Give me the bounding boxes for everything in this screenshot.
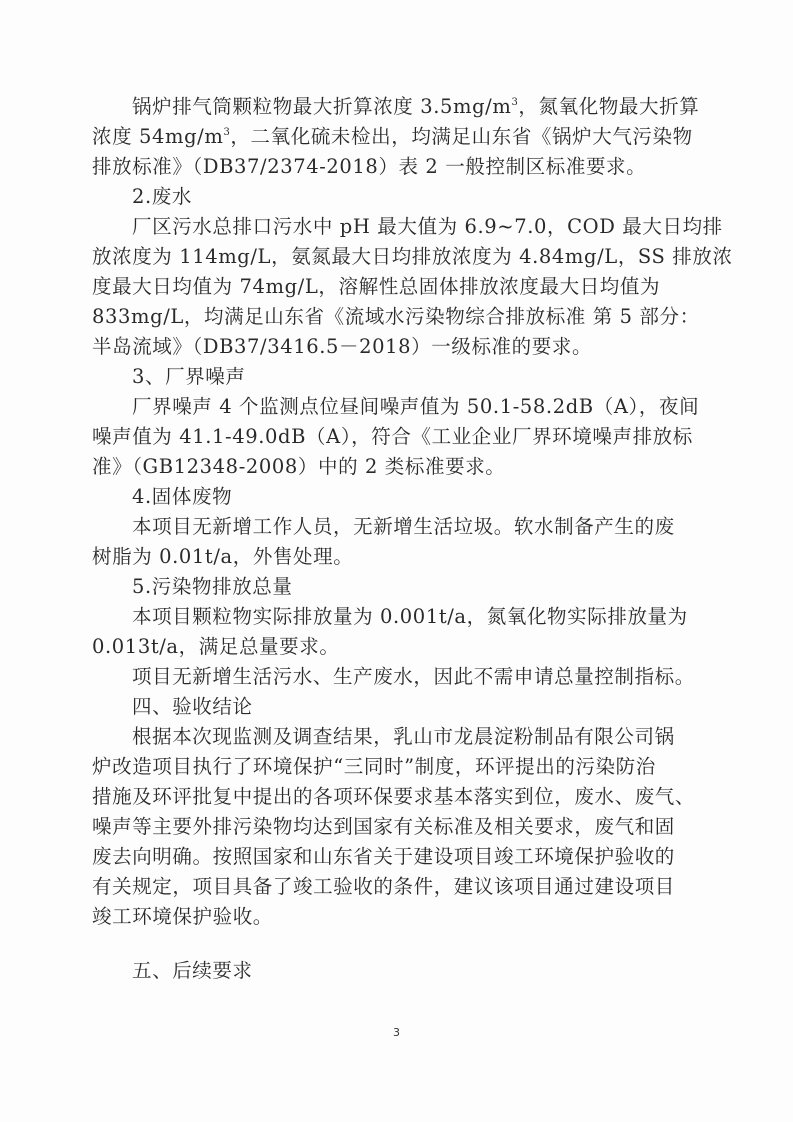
section-heading-noise: 3、厂界噪声 <box>132 365 246 388</box>
paragraph-line: 噪声值为 41.1-49.0dB（A），符合《工业企业厂界环境噪声排放标 <box>92 425 693 448</box>
paragraph-line: 0.013t/a，满足总量要求。 <box>92 635 340 658</box>
page-body <box>92 92 733 986</box>
paragraph-line: 竣工环境保护验收。 <box>92 905 273 928</box>
superscript: 3 <box>511 97 519 108</box>
section-heading-total-emissions: 5.污染物排放总量 <box>132 575 293 598</box>
paragraph-line: 准》（GB12348-2008）中的 2 类标准要求。 <box>92 455 506 478</box>
superscript: 3 <box>223 127 231 138</box>
paragraph-line: 半岛流域》（DB37/3416.5－2018）一级标准的要求。 <box>92 335 593 358</box>
paragraph-line: 废去向明确。按照国家和山东省关于建设项目竣工环境保护验收的 <box>92 845 675 868</box>
paragraph-line: 措施及环评批复中提出的各项环保要求基本落实到位，废水、废气、 <box>92 785 696 808</box>
section-heading-conclusion: 四、验收结论 <box>132 695 253 718</box>
paragraph-line: 树脂为 0.01t/a，外售处理。 <box>92 545 354 568</box>
paragraph-line: 本项目颗粒物实际排放量为 0.001t/a，氮氧化物实际排放量为 <box>132 605 688 628</box>
paragraph-line: 排放标准》（DB37/2374-2018）表 2 一般控制区标准要求。 <box>92 155 647 178</box>
section-heading-solid-waste: 4.固体废物 <box>132 485 233 508</box>
paragraph-line: 炉改造项目执行了环境保护“三同时”制度，环评提出的污染防治 <box>92 755 656 778</box>
text-span: ，氮氧化物最大折算 <box>518 95 700 118</box>
paragraph-line: 噪声等主要外排污染物均达到国家有关标准及相关要求，废气和固 <box>92 815 675 838</box>
text-span: 锅炉排气筒颗粒物最大折算浓度 3.5mg/m <box>132 95 512 118</box>
text-span: 浓度 54mg/m <box>92 125 224 148</box>
paragraph-line: 项目无新增生活污水、生产废水，因此不需申请总量控制指标。 <box>132 665 695 688</box>
section-heading-follow-up: 五、后续要求 <box>132 959 253 982</box>
paragraph-line: 厂界噪声 4 个监测点位昼间噪声值为 50.1-58.2dB（A），夜间 <box>132 395 700 418</box>
paragraph-line: 有关规定，项目具备了竣工验收的条件，建议该项目通过建设项目 <box>92 875 675 898</box>
paragraph-line: 度最大日均值为 74mg/L，溶解性总固体排放浓度最大日均值为 <box>92 275 661 298</box>
section-heading-wastewater: 2.废水 <box>132 185 193 208</box>
page-number: 3 <box>393 1026 400 1039</box>
paragraph-line: 放浓度为 114mg/L，氨氮最大日均排放浓度为 4.84mg/L，SS 排放浓 <box>92 245 733 268</box>
paragraph-line <box>92 122 704 152</box>
paragraph-line: 根据本次现监测及调查结果，乳山市龙晨淀粉制品有限公司锅 <box>132 725 675 748</box>
paragraph-line: 833mg/L，均满足山东省《流域水污染物综合排放标准 第 5 部分： <box>92 305 700 328</box>
spacer <box>92 932 704 956</box>
paragraph-line: 厂区污水总排口污水中 pH 最大值为 6.9~7.0，COD 最大日均排 <box>132 215 723 238</box>
paragraph-line: 本项目无新增工作人员，无新增生活垃圾。软水制备产生的废 <box>132 515 675 538</box>
text-span: ，二氧化硫未检出，均满足山东省《锅炉大气污染物 <box>230 125 693 148</box>
paragraph-line <box>92 92 704 122</box>
